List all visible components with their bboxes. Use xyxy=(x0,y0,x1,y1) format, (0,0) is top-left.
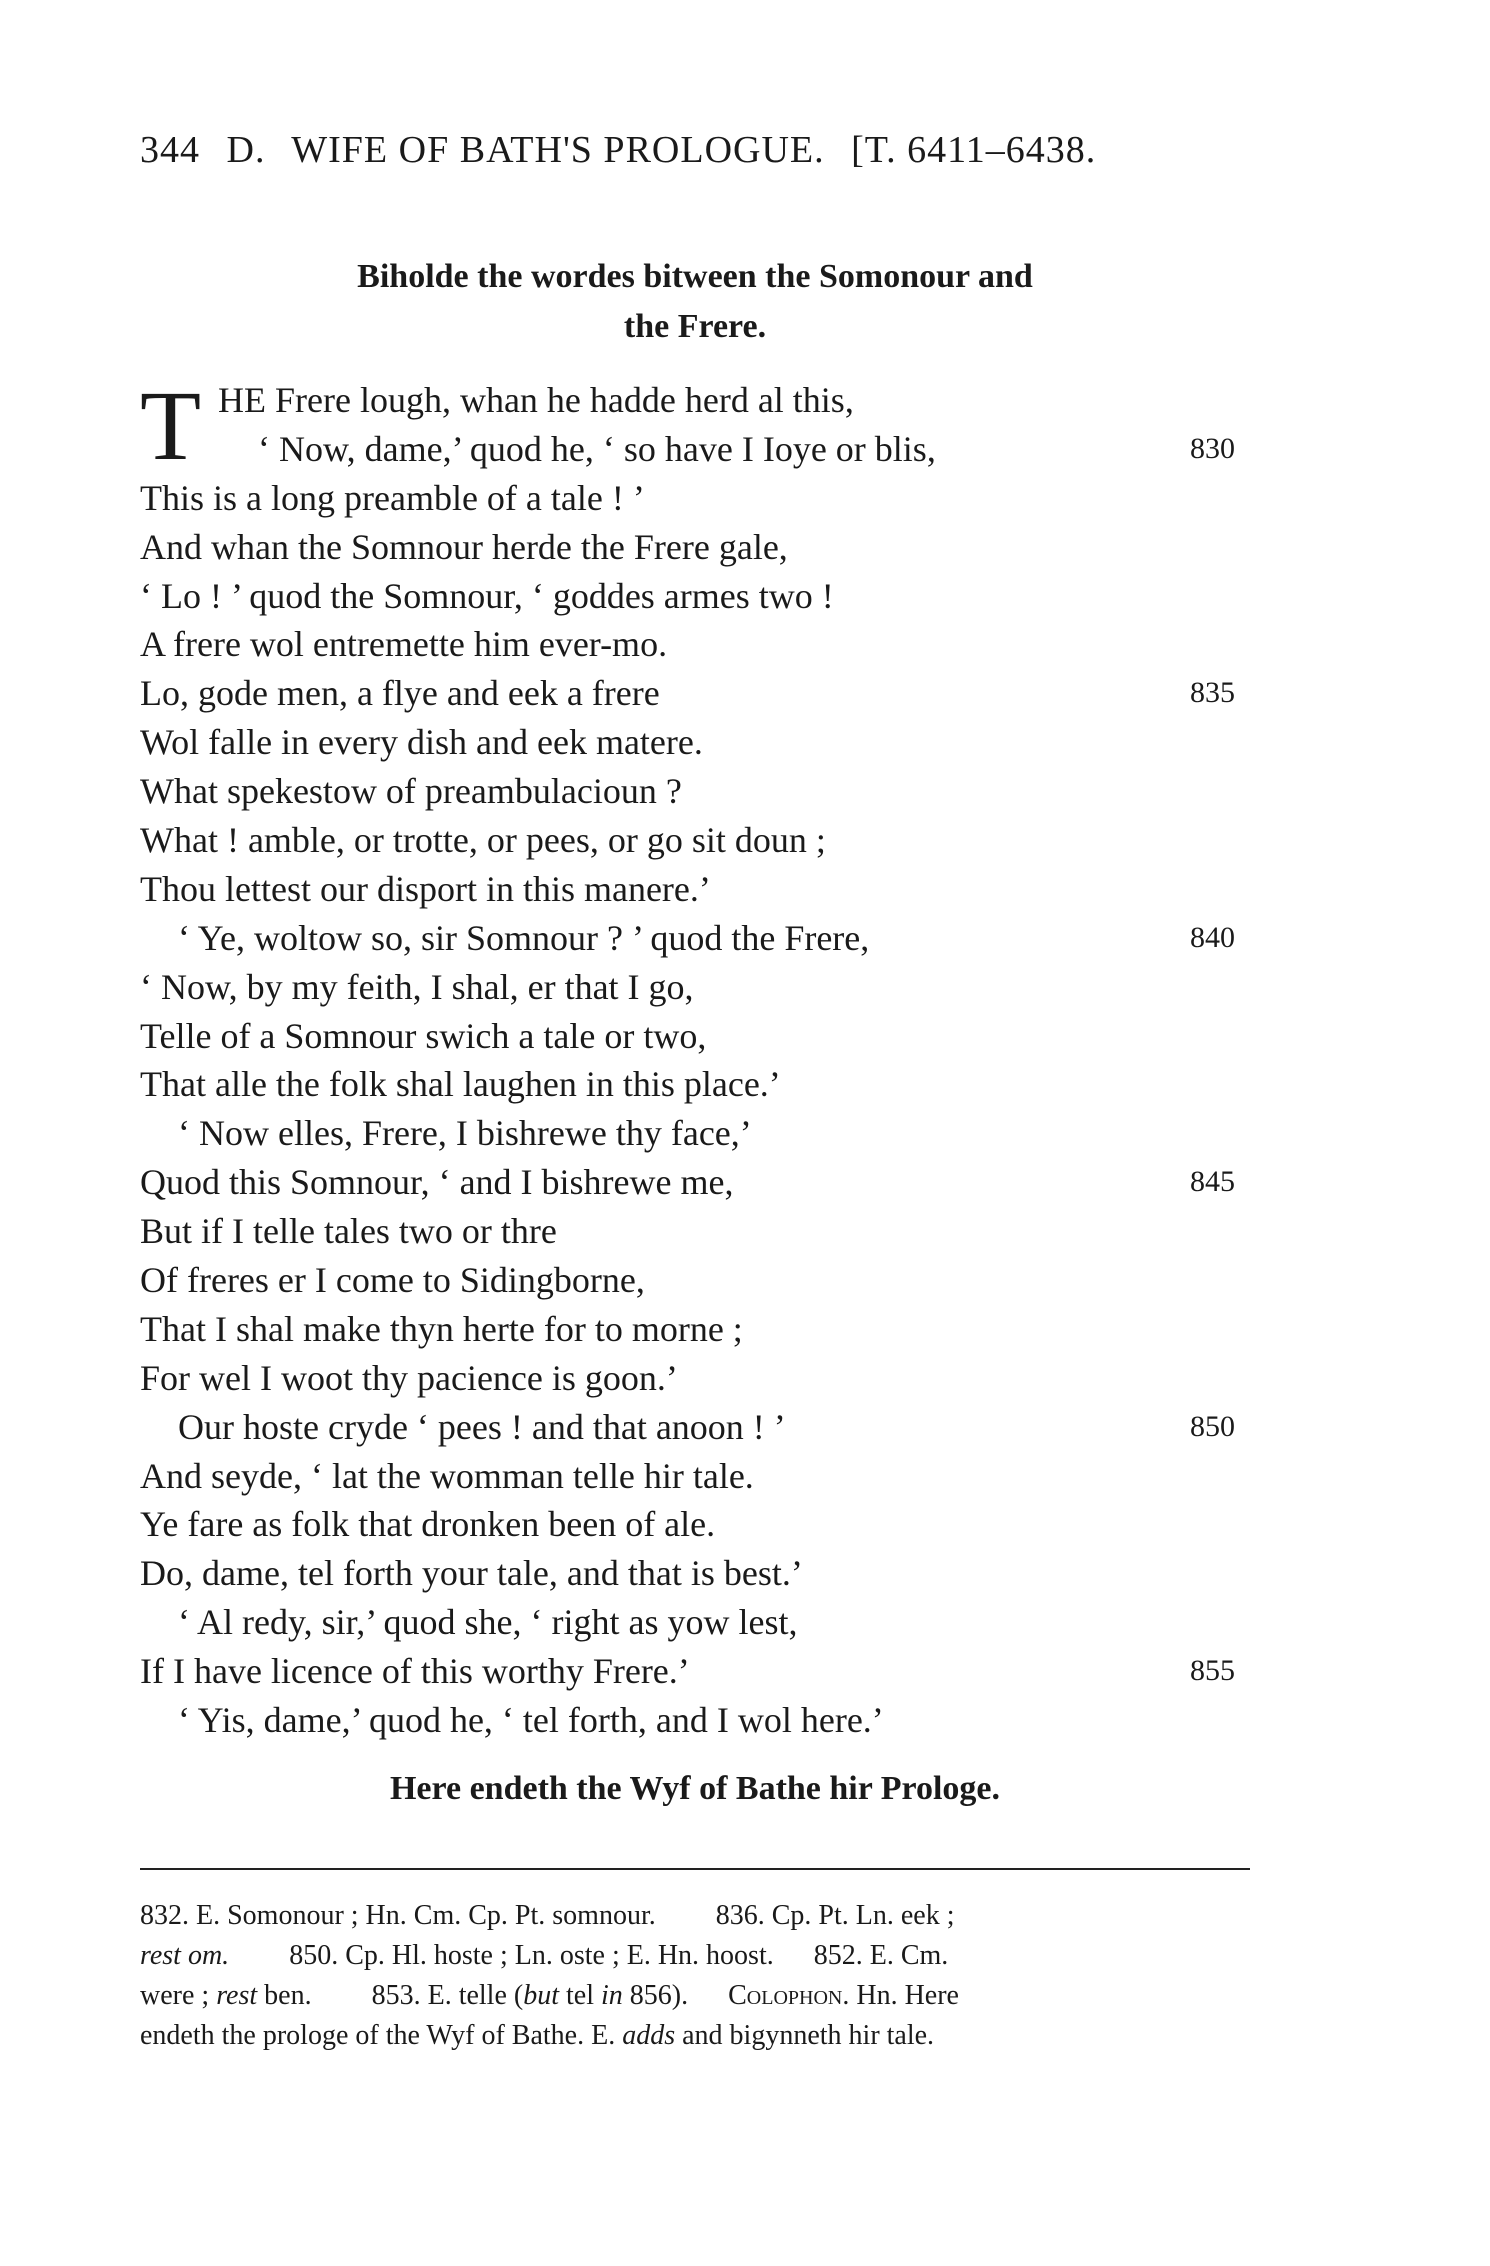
verse-line-text: A frere wol entremette him ever-mo. xyxy=(140,624,668,665)
page-number: 344 xyxy=(140,129,200,171)
verse-line xyxy=(140,1109,1250,1158)
line-number: 835 xyxy=(1190,676,1235,710)
line-number: 855 xyxy=(1190,1654,1235,1688)
drop-cap: T xyxy=(140,370,202,481)
verse-line-text: HE Frere lough, whan he hadde herd al this, xyxy=(218,380,854,420)
verse-line-text: Ye fare as folk that dronken been of ale. xyxy=(140,1504,716,1545)
verse-line xyxy=(140,816,1250,865)
verse-line xyxy=(140,1647,1250,1696)
verse-line xyxy=(140,669,1250,718)
verse-line-text: That I shal make thyn herte for to morne ; xyxy=(140,1308,743,1349)
note-852-were: were ; xyxy=(140,1980,210,2011)
verse-line xyxy=(140,1207,1250,1256)
section-letter: D. xyxy=(226,129,266,171)
note-852: 852. E. Cm. xyxy=(813,1940,949,1971)
verse-line xyxy=(140,1403,1250,1452)
verse-line-text: ‘ Now elles, Frere, I bishrewe thy face,’ xyxy=(178,1113,752,1154)
verse-line-text: Thou lettest our disport in this manere.’ xyxy=(140,868,711,909)
section-heading-line-1: Biholde the wordes bitween the Somonour and xyxy=(357,258,1033,295)
verse-line-text: ‘ Lo ! ’ quod the Somnour, ‘ goddes armes two ! xyxy=(140,575,834,616)
verse-line xyxy=(140,1696,1250,1745)
note-853-tel: tel xyxy=(566,1980,594,2011)
verse-line xyxy=(140,1060,1250,1109)
verse-line-text: What spekestow of preambulacioun ? xyxy=(140,771,682,812)
verse-line xyxy=(140,718,1250,767)
colophon: Here endeth the Wyf of Bathe hir Prologe. xyxy=(389,1770,1001,1807)
note-853-end: 856). xyxy=(629,1980,689,2011)
verse-line-text: For wel I woot thy pacience is goon.’ xyxy=(140,1357,678,1398)
verse-line xyxy=(140,474,1250,523)
verse-line xyxy=(140,865,1250,914)
running-title: WIFE OF BATH'S PROLOGUE. xyxy=(291,129,825,171)
verse-line xyxy=(140,1305,1250,1354)
footnote-line-2 xyxy=(140,1936,1250,1976)
verse-line-text: If I have licence of this worthy Frere.’ xyxy=(140,1651,690,1692)
line-number: 845 xyxy=(1190,1165,1235,1199)
line-number: 830 xyxy=(1190,431,1235,465)
note-colophon-c: and bigynneth hir tale. xyxy=(682,2020,935,2051)
verse-line-text: Wol falle in every dish and eek matere. xyxy=(140,722,703,763)
section-heading-line-2: the Frere. xyxy=(623,308,767,345)
verse-line xyxy=(140,1012,1250,1061)
verse-line xyxy=(140,1354,1250,1403)
verse-line-text: ‘ Al redy, sir,’ quod she, ‘ right as yow lest, xyxy=(178,1602,798,1643)
note-852-ben: ben. xyxy=(264,1980,312,2011)
note-853-but: but xyxy=(523,1980,559,2011)
verse-line-text: This is a long preamble of a tale ! ’ xyxy=(140,477,645,518)
note-colophon-adds: adds xyxy=(622,2020,676,2051)
verse-line-text: Do, dame, tel forth your tale, and that is best.’ xyxy=(140,1553,803,1594)
line-range: [T. 6411–6438. xyxy=(851,129,1097,171)
verse-line xyxy=(140,620,1250,669)
note-colophon-a: Hn. Here xyxy=(856,1980,959,2011)
verse-line xyxy=(140,1500,1250,1549)
verse-block xyxy=(140,370,1250,1745)
verse-line xyxy=(140,1598,1250,1647)
note-836-italic: rest om. xyxy=(140,1940,230,1971)
verse-line-text: And whan the Somnour herde the Frere gale, xyxy=(140,526,788,567)
verse-line xyxy=(140,572,1250,621)
footnote-line-3 xyxy=(140,1976,1250,2016)
verse-line xyxy=(140,1549,1250,1598)
verse-line-text: Our hoste cryde ‘ pees ! and that anoon ! ’ xyxy=(178,1406,786,1447)
verse-line-text: ‘ Yis, dame,’ quod he, ‘ tel forth, and I wol here.’ xyxy=(178,1700,884,1741)
verse-line xyxy=(140,767,1250,816)
footnotes xyxy=(140,1896,1250,2056)
note-853-in: in xyxy=(601,1980,623,2011)
note-colophon-label: Colophon. xyxy=(728,1980,850,2011)
verse-line-text: Lo, gode men, a flye and eek a frere xyxy=(140,673,660,714)
note-853: 853. E. telle ( xyxy=(371,1980,524,2011)
footnote-line-1 xyxy=(140,1896,1250,1936)
verse-line-text: ‘ Ye, woltow so, sir Somnour ? ’ quod the Frere, xyxy=(178,917,870,958)
note-832: 832. E. Somonour ; Hn. Cm. Cp. Pt. somnour. xyxy=(140,1900,656,1931)
verse-line-text: Quod this Somnour, ‘ and I bishrewe me, xyxy=(140,1162,734,1203)
verse-line xyxy=(140,914,1250,963)
verse-line-text: What ! amble, or trotte, or pees, or go sit doun ; xyxy=(140,820,826,861)
verse-line-text: ‘ Now, by my feith, I shal, er that I go, xyxy=(140,966,694,1007)
line-number: 850 xyxy=(1190,1409,1235,1443)
note-colophon-b: endeth the prologe of the Wyf of Bathe. E. xyxy=(140,2020,616,2051)
verse-line-text: But if I telle tales two or thre xyxy=(140,1211,557,1252)
verse-line xyxy=(140,1452,1250,1501)
verse-line xyxy=(140,1158,1250,1207)
verse-line-text: Of freres er I come to Sidingborne, xyxy=(140,1260,645,1301)
note-852-rest: rest xyxy=(216,1980,258,2011)
section-heading xyxy=(140,252,1250,352)
note-850: 850. Cp. Hl. hoste ; Ln. oste ; E. Hn. hoost. xyxy=(289,1940,774,1971)
verse-line xyxy=(140,1256,1250,1305)
footnote-rule xyxy=(140,1868,1250,1870)
line-number: 840 xyxy=(1190,920,1235,954)
verse-line xyxy=(140,425,1250,474)
verse-line xyxy=(140,963,1250,1012)
footnote-line-4 xyxy=(140,2016,1250,2056)
note-836: 836. Cp. Pt. Ln. eek ; xyxy=(715,1900,955,1931)
verse-line-text: That alle the folk shal laughen in this place.’ xyxy=(140,1064,781,1105)
verse-line-text: ‘ Now, dame,’ quod he, ‘ so have I Ioye or blis, xyxy=(258,428,936,469)
verse-line xyxy=(140,376,1250,425)
verse-line-text: And seyde, ‘ lat the womman telle hir tale. xyxy=(140,1455,754,1496)
running-head xyxy=(140,128,1240,172)
verse-line-text: Telle of a Somnour swich a tale or two, xyxy=(140,1015,707,1056)
verse-line xyxy=(140,523,1250,572)
